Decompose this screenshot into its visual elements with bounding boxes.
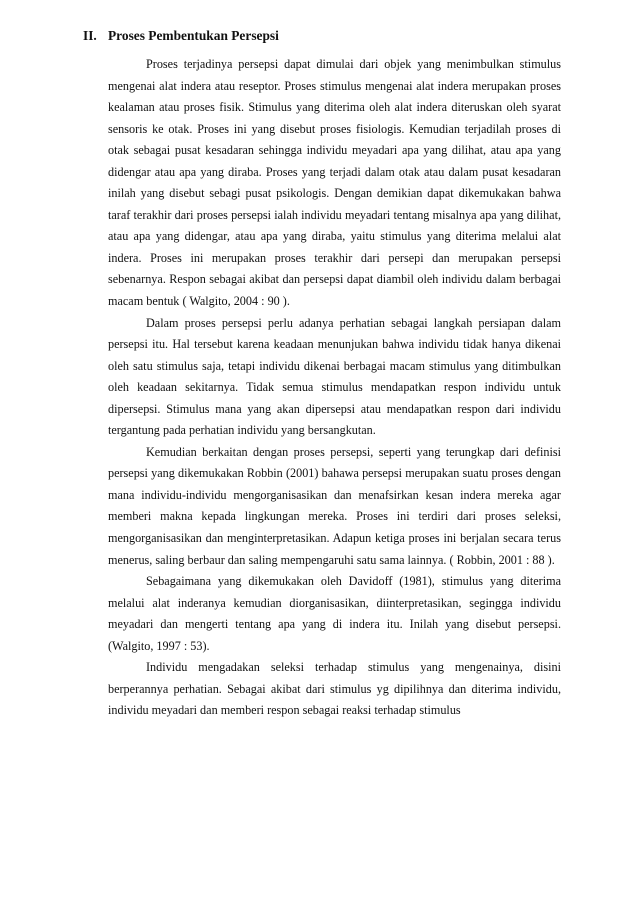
section-body: [108, 54, 561, 722]
section-number: II.: [83, 28, 97, 43]
paragraph-3: Kemudian berkaitan dengan proses persepsi, seperti yang terungkap dari definisi persepsi yang dikemukakan Robbin (2001) bahawa persepsi merupakan suatu proses dengan mana individu-individu mengorganisasikan dan menafsirkan kesan indera mereka agar memberi makna kepada lingkungan mereka. Proses ini terdiri dari proses seleksi, mengorganisasikan dan menginterpretasikan. Adapun ketiga proses ini berjalan secara terus menerus, saling berbaur dan saling mempengaruhi satu sama lainnya. ( Robbin, 2001 : 88 ).: [108, 444, 561, 567]
section-heading: [83, 27, 279, 45]
paragraph-5: Individu mengadakan seleksi terhadap stimulus yang mengenainya, disini berperannya perhatian. Sebagai akibat dari stimulus yg dipilihnya dan diterima individu, individu meyadari dan memberi respon sebagai reaksi terhadap stimulus: [108, 660, 561, 718]
section-title: Proses Pembentukan Persepsi: [108, 28, 279, 43]
paragraph-4: Sebagaimana yang dikemukakan oleh Davidoff (1981), stimulus yang diterima melalui alat inderanya kemudian diorganisasikan, diinterpretasikan, segingga individu meyadari dan mengerti tentang apa yang di indera itu. Inilah yang disebut persepsi. (Walgito, 1997 : 53).: [108, 574, 561, 653]
paragraph-1: Proses terjadinya persepsi dapat dimulai dari objek yang menimbulkan stimulus mengenai alat indera atau reseptor. Proses stimulus mengenai alat indera merupakan proses kealaman atau proses fisik. Stimulus yang diterima oleh alat indera diteruskan oleh syarat sensoris ke otak. Proses ini yang disebut proses fisiologis. Kemudian terjadilah proses di otak sebagai pusat kesadaran sehingga individu meyadari apa yang dilihat, atau apa yang didengar atau apa yang diraba. Proses yang terjadi dalam otak atau dalam pusat kesadaran inilah yang disebut sebagi pusat psikologis. Dengan demikian dapat dikemukakan bahwa taraf terakhir dari proses persepsi ialah individu meyadari tentang misalnya apa yang dilihat, atau apa yang didengar, atau apa yang diraba, yaitu stimulus yang diterima melalui alat indera. Proses ini merupakan proses terakhir dari persepi dan merupakan persepsi sebenarnya. Respon sebagai akibat dan persepsi dapat diambil oleh individu dalam berbagai macam bentuk ( Walgito, 2004 : 90 ).: [108, 57, 561, 309]
paragraph-2: Dalam proses persepsi perlu adanya perhatian sebagai langkah persiapan dalam persepsi itu. Hal tersebut karena keadaan menunjukan bahwa individu tidak hanya dikenai oleh satu stimulus saja, tetapi individu dikenai berbagai macam stimulus yang ditimbulkan oleh keadaan sekitarnya. Tidak semua stimulus mendapatkan respon individu untuk dipersepsi. Stimulus mana yang akan dipersepsi atau mendapatkan respon dari individu tergantung pada perhatian individu yang bersangkutan.: [108, 315, 561, 438]
